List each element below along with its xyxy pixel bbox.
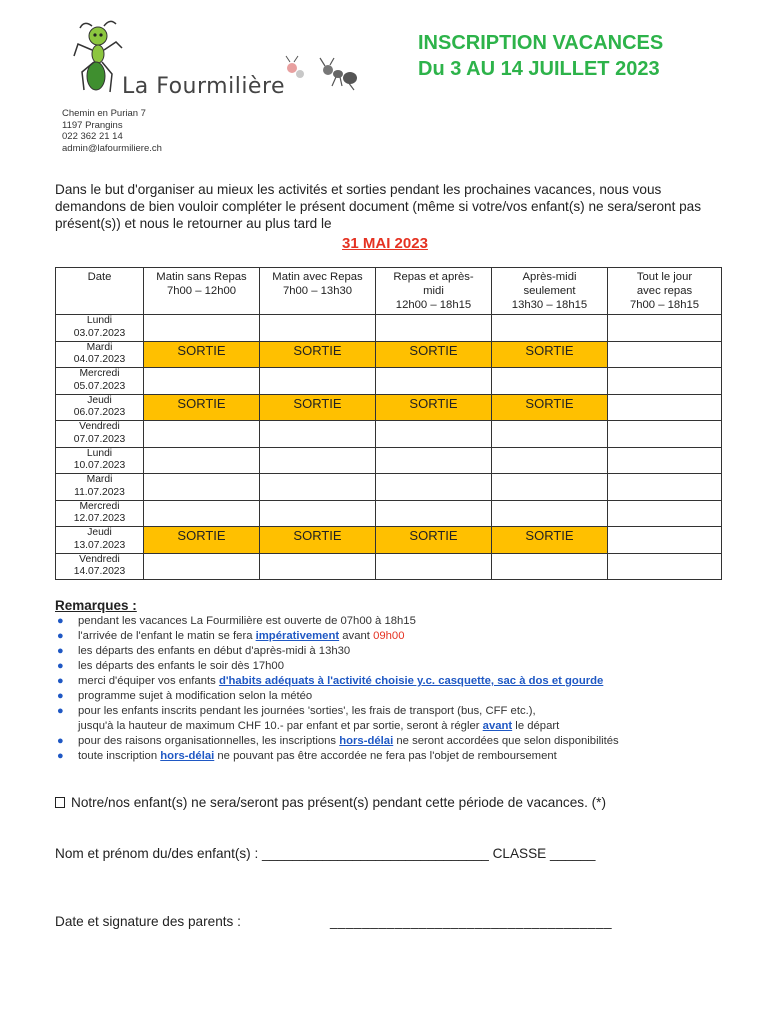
empty-cell[interactable]: [376, 421, 492, 448]
day-date: 06.07.2023: [73, 407, 126, 418]
header-label: Après-midi: [522, 271, 577, 283]
list-item: [55, 734, 745, 749]
empty-cell[interactable]: [376, 368, 492, 395]
address-phone: 022 362 21 14: [62, 131, 123, 142]
list-item: [55, 749, 745, 764]
remark-text: le départ: [512, 720, 560, 732]
table-row: [56, 421, 722, 448]
date-cell: [56, 421, 144, 448]
header-matin-avec-repas: [260, 268, 376, 315]
empty-cell[interactable]: [492, 474, 608, 501]
remark-text: merci d'équiper vos enfants: [78, 675, 219, 687]
list-item: [55, 629, 745, 644]
sortie-cell[interactable]: SORTIE: [376, 341, 492, 368]
remark-text: programme sujet à modification selon la météo: [78, 690, 313, 702]
remark-text: ne pouvant pas être accordée ne fera pas l'objet de remboursement: [214, 750, 557, 762]
list-item: [55, 689, 745, 704]
remark-text: l'arrivée de l'enfant le matin se fera: [78, 630, 256, 642]
address-city: 1197 Prangins: [62, 119, 123, 131]
address-block: [62, 108, 162, 154]
empty-cell[interactable]: [260, 474, 376, 501]
table-row: [56, 315, 722, 342]
sortie-cell[interactable]: SORTIE: [376, 394, 492, 421]
sortie-cell[interactable]: SORTIE: [144, 341, 260, 368]
date-cell: [56, 553, 144, 580]
table-row: [56, 500, 722, 527]
logo: [70, 18, 370, 108]
day-name: Vendredi: [79, 553, 120, 565]
day-date: 12.07.2023: [73, 513, 126, 524]
day-date: 11.07.2023: [74, 486, 125, 498]
list-item: [55, 674, 745, 689]
day-name: Jeudi: [87, 527, 112, 538]
empty-cell[interactable]: [144, 421, 260, 448]
header-label: midi: [423, 285, 444, 297]
sortie-cell[interactable]: SORTIE: [376, 527, 492, 554]
empty-cell[interactable]: [608, 500, 722, 527]
absent-checkbox-row[interactable]: [55, 795, 606, 810]
date-cell: [56, 500, 144, 527]
day-date: 10.07.2023: [73, 460, 126, 471]
empty-cell[interactable]: [144, 368, 260, 395]
empty-cell[interactable]: [144, 474, 260, 501]
empty-cell[interactable]: [608, 553, 722, 580]
schedule-table: [55, 267, 722, 580]
bullet-icon: ●: [57, 660, 64, 672]
day-name: Mercredi: [79, 368, 120, 379]
header-tout-le-jour: [608, 268, 722, 315]
header-hours: 7h00 – 18h15: [629, 299, 700, 311]
empty-cell[interactable]: [144, 553, 260, 580]
empty-cell[interactable]: [260, 368, 376, 395]
absent-checkbox[interactable]: [55, 797, 65, 808]
empty-cell[interactable]: [376, 447, 492, 474]
logo-name: La Fourmilière: [122, 74, 286, 99]
empty-cell[interactable]: [492, 447, 608, 474]
empty-cell[interactable]: [260, 421, 376, 448]
empty-cell[interactable]: [608, 368, 722, 395]
title-line-1: INSCRIPTION VACANCES: [418, 32, 664, 54]
address-street: Chemin en Purian 7: [62, 108, 146, 119]
sortie-cell[interactable]: SORTIE: [492, 527, 608, 554]
empty-cell[interactable]: [492, 421, 608, 448]
empty-cell[interactable]: [376, 474, 492, 501]
child-name-field[interactable]: Nom et prénom du/des enfant(s) : ______________________________ CLASSE ______: [55, 846, 596, 861]
date-cell: [56, 447, 144, 474]
remark-emphasis: impérativement: [255, 630, 340, 642]
sortie-cell[interactable]: SORTIE: [260, 527, 376, 554]
absent-label: Notre/nos enfant(s) ne sera/seront pas présent(s) pendant cette période de vacances. (*): [71, 795, 606, 810]
empty-cell[interactable]: [376, 500, 492, 527]
remark-emphasis: hors-délai: [339, 735, 394, 747]
deadline-date: 31 MAI 2023: [342, 235, 428, 252]
header-hours: 7h00 – 13h30: [282, 285, 353, 297]
remark-time-highlight: 09h00: [373, 630, 405, 642]
empty-cell[interactable]: [608, 315, 722, 342]
day-name: Vendredi: [79, 421, 120, 432]
header-apres-midi-seulement: [492, 268, 608, 315]
remark-text: toute inscription: [78, 750, 161, 762]
table-row: [56, 527, 722, 554]
header-date: [56, 268, 144, 315]
table-row: [56, 447, 722, 474]
bullet-icon: ●: [57, 705, 64, 717]
list-item: [55, 614, 745, 629]
remark-emphasis: hors-délai: [160, 750, 215, 762]
day-date: 04.07.2023: [73, 354, 126, 365]
sortie-cell[interactable]: SORTIE: [144, 527, 260, 554]
header-repas-apres-midi: [376, 268, 492, 315]
table-header-row: [56, 268, 722, 315]
header-hours: 7h00 – 12h00: [166, 285, 237, 297]
date-cell: [56, 527, 144, 554]
remark-emphasis: d'habits adéquats à l'activité choisie y.c. casquette, sac à dos et gourde: [218, 675, 604, 687]
bullet-icon: ●: [57, 675, 64, 687]
day-name: Lundi: [86, 315, 113, 326]
bullet-icon: ●: [57, 615, 64, 627]
day-date: 13.07.2023: [73, 539, 126, 551]
header-label: seulement: [523, 285, 576, 297]
header-hours: 12h00 – 18h15: [395, 299, 472, 311]
sortie-cell[interactable]: SORTIE: [492, 341, 608, 368]
empty-cell[interactable]: [608, 527, 722, 554]
remarks-list: [55, 614, 745, 764]
day-date: 05.07.2023: [73, 380, 126, 392]
day-name: Jeudi: [87, 394, 112, 406]
day-name: Lundi: [86, 447, 113, 459]
remark-text: pour les enfants inscrits pendant les journées 'sorties', les frais de transport (bus, CFF etc.),: [78, 705, 536, 717]
date-cell: [56, 368, 144, 395]
empty-cell[interactable]: [608, 341, 722, 368]
empty-cell[interactable]: [492, 315, 608, 342]
day-date: 14.07.2023: [73, 566, 126, 577]
date-cell: [56, 394, 144, 421]
empty-cell[interactable]: [608, 447, 722, 474]
sortie-cell[interactable]: SORTIE: [260, 394, 376, 421]
empty-cell[interactable]: [144, 500, 260, 527]
header-date-label: Date: [87, 271, 112, 283]
day-date: 07.07.2023: [73, 433, 126, 445]
intro-text: Dans le but d'organiser au mieux les activités et sorties pendant les prochaines vacances, nous vous demandons de bien vouloir compléter le présent document (même si votre/vos enfant(s) ne sera/seront pas présent(s)) et nous le retourner au plus tard le: [55, 182, 702, 231]
date-cell: [56, 474, 144, 501]
empty-cell[interactable]: [608, 394, 722, 421]
bullet-icon: ●: [57, 645, 64, 657]
header-label: Repas et après-: [393, 271, 474, 283]
table-row: [56, 394, 722, 421]
header-label: Matin sans Repas: [156, 271, 247, 283]
day-name: Mardi: [86, 341, 113, 353]
header-hours: 13h30 – 18h15: [511, 299, 588, 311]
empty-cell[interactable]: [492, 368, 608, 395]
header-label: Matin avec Repas: [272, 271, 363, 283]
table-row: [56, 474, 722, 501]
remark-text: ne seront accordées que selon disponibilités: [393, 735, 619, 747]
day-name: Mercredi: [79, 500, 120, 512]
bullet-icon: ●: [57, 750, 64, 762]
empty-cell[interactable]: [492, 500, 608, 527]
day-date: 03.07.2023: [73, 327, 126, 339]
day-name: Mardi: [86, 474, 113, 485]
remark-text: avant: [339, 630, 374, 642]
remark-emphasis: avant: [482, 720, 513, 732]
signature-label: Date et signature des parents :: [55, 914, 241, 929]
empty-cell[interactable]: [260, 447, 376, 474]
remark-text: les départs des enfants en début d'après-midi à 13h30: [78, 645, 351, 657]
list-item: [55, 644, 745, 659]
date-cell: [56, 315, 144, 342]
sortie-cell[interactable]: SORTIE: [492, 394, 608, 421]
empty-cell[interactable]: [608, 421, 722, 448]
empty-cell[interactable]: [376, 553, 492, 580]
sortie-cell[interactable]: SORTIE: [260, 341, 376, 368]
table-row: [56, 368, 722, 395]
remark-text: pendant les vacances La Fourmilière est ouverte de 07h00 à 18h15: [78, 615, 416, 627]
empty-cell[interactable]: [376, 315, 492, 342]
list-item: [55, 704, 745, 734]
empty-cell[interactable]: [260, 315, 376, 342]
remark-text: pour des raisons organisationnelles, les inscriptions: [78, 735, 340, 747]
empty-cell[interactable]: [608, 474, 722, 501]
title-line-2: Du 3 AU 14 JUILLET 2023: [418, 58, 660, 80]
header-matin-sans-repas: [144, 268, 260, 315]
remark-text: les départs des enfants le soir dès 17h00: [78, 660, 284, 672]
sortie-cell[interactable]: SORTIE: [144, 394, 260, 421]
address-email: admin@lafourmiliere.ch: [62, 142, 162, 154]
date-cell: [56, 341, 144, 368]
remarks-title: Remarques :: [55, 598, 137, 613]
bullet-icon: ●: [57, 690, 64, 702]
empty-cell[interactable]: [144, 447, 260, 474]
page-title: [418, 30, 758, 82]
header-label: Tout le jour: [636, 271, 693, 283]
empty-cell[interactable]: [492, 553, 608, 580]
empty-cell[interactable]: [260, 500, 376, 527]
table-row: [56, 553, 722, 580]
table-row: [56, 341, 722, 368]
remark-text: jusqu'à la hauteur de maximum CHF 10.- par enfant et par sortie, seront à régler: [78, 720, 483, 732]
empty-cell[interactable]: [144, 315, 260, 342]
bullet-icon: ●: [57, 735, 64, 747]
bullet-icon: ●: [57, 630, 64, 642]
list-item: [55, 659, 745, 674]
header-label: avec repas: [636, 285, 693, 297]
signature-field[interactable]: ___________________________________: [330, 914, 613, 929]
empty-cell[interactable]: [260, 553, 376, 580]
